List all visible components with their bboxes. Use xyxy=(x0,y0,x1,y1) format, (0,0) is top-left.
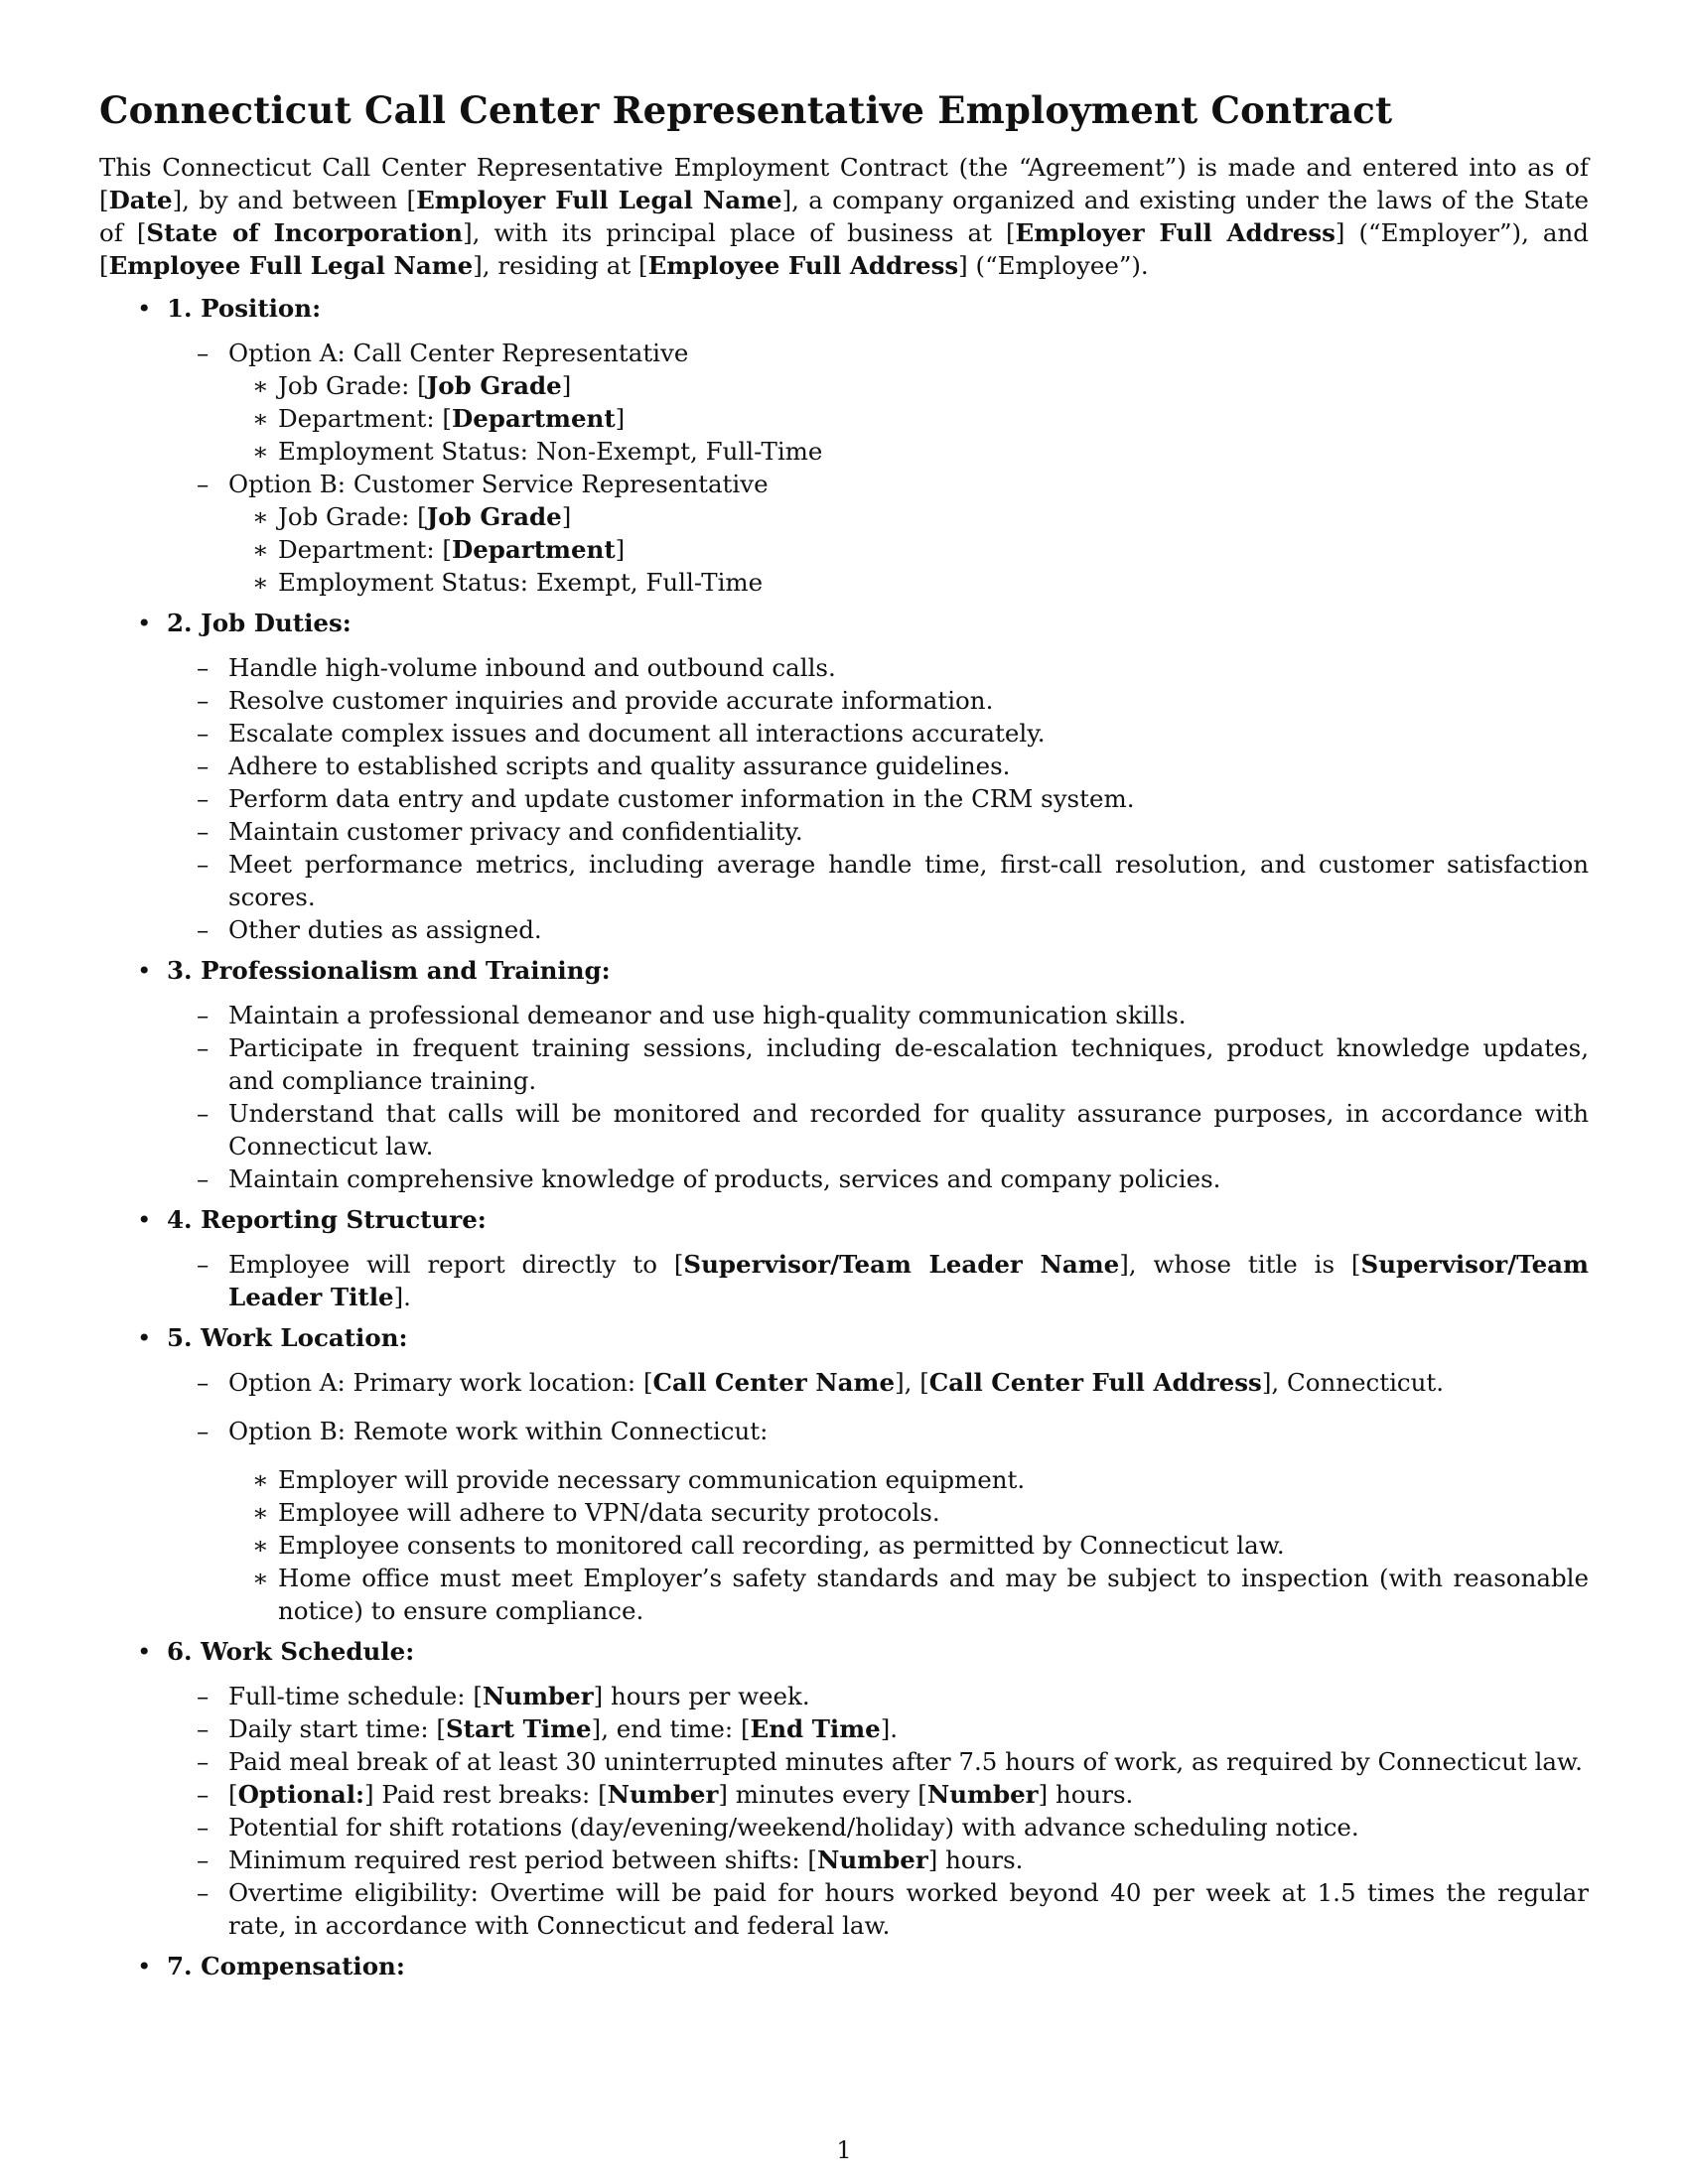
list-item: – Maintain comprehensive knowledge of products, services and company policies. xyxy=(197,1164,1221,1193)
list-item: ∗ Job Grade: [Job Grade] xyxy=(252,371,572,400)
section-title: 4. Reporting Structure: xyxy=(167,1205,487,1234)
placeholder-call-center-address: Call Center Full Address xyxy=(928,1368,1262,1397)
page-number: 1 xyxy=(836,2136,852,2164)
placeholder-supervisor-name: Supervisor/Team Leader Name xyxy=(683,1250,1120,1279)
section-title: 3. Professionalism and Training: xyxy=(167,956,611,985)
list-item: – Option A: Call Center Representative ∗ Job Grade: [Job Grade] ∗ Department: [Department] ∗ Employment Status: Non-Exempt, Full-Time xyxy=(167,337,1589,468)
section-title: 5. Work Location: xyxy=(167,1323,408,1352)
section-work-location: • 5. Work Location: – Option A: Primary work location: [Call Center Name], [Call Center Full Address], Connecticut. – Option B: Remote work within Connecticut: ∗ Employer will provide necessary communication equipment. ∗ Employee will adhere to VPN/data security protocols. ∗ Employee consents to monitored call recording, as permitted by Connecticut law. ∗ Home office must meet Employer’s safety standards and may be subject to inspection (with reasonable notice) to ensure compliance. xyxy=(137,1323,1589,1625)
list-item: – Maintain a professional demeanor and use high-quality communication skills. xyxy=(197,1001,1187,1029)
section-work-schedule: • 6. Work Schedule: – Full-time schedule: [Number] hours per week. – Daily start time: [Start Time], end time: [End Time]. – Paid meal break of at least 30 uninterrupted minutes after 7.5 hours of work, as required by Connecticut law. – [Optional:] Paid rest breaks: [Number] minutes every [Number] hours. – Potential for shift rotations (day/evening/weekend/holiday) with advance scheduling notice. – Minimum required rest period between shifts: [Number] hours. – Overtime eligibility: Overtime will be paid for hours worked beyond 40 per week at 1.5 times the regular rate, in accordance with Connecticut and federal law. xyxy=(137,1637,1589,1940)
placeholder-supervisor-title: Supervisor/Team Leader Title xyxy=(228,1250,1589,1311)
section-title: 6. Work Schedule: xyxy=(167,1637,415,1666)
list-item: ∗ Department: [Department] xyxy=(252,404,626,433)
list-item: ∗ Department: [Department] xyxy=(252,535,626,564)
list-item: – Other duties as assigned. xyxy=(197,915,542,944)
placeholder-employer-address: Employer Full Address xyxy=(1015,218,1336,247)
list-item: ∗ Employee will adhere to VPN/data security protocols. xyxy=(252,1498,940,1527)
list-item: – Meet performance metrics, including average handle time, first-call resolution, and customer satisfaction scores. xyxy=(197,850,1589,911)
list-item: ∗ Employment Status: Non-Exempt, Full-Time xyxy=(252,437,823,466)
intro-paragraph: This Connecticut Call Center Representative Employment Contract (the “Agreement”) is made and entered into as of [Date], by and between [Employer Full Legal Name], a company organized and existing under the laws of the State of [State of Incorporation], with its principal place of business at [Employer Full Address] (“Employer”), and [Employee Full Legal Name], residing at [Employee Full Address] (“Employee”). xyxy=(99,153,1589,280)
list-item: – Overtime eligibility: Overtime will be paid for hours worked beyond 40 per week at 1.5 times the regular rate, in accordance with Connecticut and federal law. xyxy=(197,1878,1589,1940)
list-item: – Understand that calls will be monitored and recorded for quality assurance purposes, in accordance with Connecticut law. xyxy=(197,1099,1589,1160)
section-professionalism: • 3. Professionalism and Training: – Maintain a professional demeanor and use high-quality communication skills. – Participate in frequent training sessions, including de-escalation techniques, product knowledge updates, and compliance training. – Understand that calls will be monitored and recorded for quality assurance purposes, in accordance with Connecticut law. – Maintain comprehensive knowledge of products, services and company policies. xyxy=(137,956,1589,1193)
list-item: ∗ Employee consents to monitored call recording, as permitted by Connecticut law. xyxy=(252,1531,1285,1560)
list-item: ∗ Employment Status: Exempt, Full-Time xyxy=(252,568,764,597)
placeholder-date: Date xyxy=(108,186,173,214)
section-reporting-structure: • 4. Reporting Structure: – Employee will report directly to [Supervisor/Team Leader Name], whose title is [Supervisor/Team Leader Title]. xyxy=(137,1205,1589,1311)
placeholder-employee-address: Employee Full Address xyxy=(647,251,959,280)
list-item: – Option B: Remote work within Connecticut: ∗ Employer will provide necessary communication equipment. ∗ Employee will adhere to VPN/data security protocols. ∗ Employee consents to monitored call recording, as permitted by Connecticut law. ∗ Home office must meet Employer’s safety standards and may be subject to inspection (with reasonable notice) to ensure compliance. xyxy=(197,1417,1589,1625)
placeholder-employer-name: Employer Full Legal Name xyxy=(416,186,782,214)
list-item: – Maintain customer privacy and confidentiality. xyxy=(197,817,803,846)
list-item: – Full-time schedule: [Number] hours per week. xyxy=(197,1682,810,1710)
list-item: – Handle high-volume inbound and outbound calls. xyxy=(197,653,836,682)
list-item: – Minimum required rest period between shifts: [Number] hours. xyxy=(197,1845,1024,1874)
bullet: • xyxy=(137,294,152,323)
section-position xyxy=(99,292,1589,599)
document-page xyxy=(99,85,1589,1994)
list-item: – [Optional:] Paid rest breaks: [Number] minutes every [Number] hours. xyxy=(197,1780,1134,1809)
list-item: – Potential for shift rotations (day/evening/weekend/holiday) with advance scheduling notice. xyxy=(197,1813,1359,1842)
list-item: ∗ Home office must meet Employer’s safety standards and may be subject to inspection (with reasonable notice) to ensure compliance. xyxy=(252,1564,1589,1625)
list-item: ∗ Employer will provide necessary communication equipment. xyxy=(252,1465,1026,1494)
placeholder-call-center-name: Call Center Name xyxy=(652,1368,896,1397)
dash: – xyxy=(197,339,210,367)
list-item: – Participate in frequent training sessions, including de-escalation techniques, product knowledge updates, and compliance training. xyxy=(197,1033,1589,1095)
list-item: ∗ Job Grade: [Job Grade] xyxy=(252,502,572,531)
document-title: Connecticut Call Center Representative Employment Contract xyxy=(99,88,1393,132)
section-list xyxy=(99,292,1589,1982)
list-item: – Perform data entry and update customer information in the CRM system. xyxy=(197,784,1135,813)
list-item: – Option A: Primary work location: [Call Center Name], [Call Center Full Address], Connecticut. xyxy=(197,1368,1445,1397)
section-title: 1. Position: xyxy=(167,294,322,323)
placeholder-state: State of Incorporation xyxy=(146,218,464,247)
list-item: – Escalate complex issues and document all interactions accurately. xyxy=(197,719,1046,748)
section-job-duties: • 2. Job Duties: – Handle high-volume inbound and outbound calls. – Resolve customer inquiries and provide accurate information. – Escalate complex issues and document all interactions accurately. – Adhere to established scripts and quality assurance guidelines. – Perform data entry and update customer information in the CRM system. – Maintain customer privacy and confidentiality. – Meet performance metrics, including average handle time, first-call resolution, and customer satisfaction scores. – Other duties as assigned. xyxy=(137,609,1589,944)
list-item: – Adhere to established scripts and quality assurance guidelines. xyxy=(197,751,1011,780)
placeholder-employee-name: Employee Full Legal Name xyxy=(108,251,474,280)
list-item: – Employee will report directly to [Supervisor/Team Leader Name], whose title is [Supervisor/Team Leader Title]. xyxy=(197,1250,1589,1311)
list-item: – Paid meal break of at least 30 uninterrupted minutes after 7.5 hours of work, as required by Connecticut law. xyxy=(197,1747,1583,1776)
list-item: – Option B: Customer Service Representative ∗ Job Grade: [Job Grade] ∗ Department: [Department] ∗ Employment Status: Exempt, Full-Time xyxy=(167,468,1589,599)
section-title: 7. Compensation: xyxy=(167,1952,405,1980)
list-item: – Daily start time: [Start Time], end time: [End Time]. xyxy=(197,1714,899,1743)
section-title: 2. Job Duties: xyxy=(167,609,352,637)
list-item: – Resolve customer inquiries and provide accurate information. xyxy=(197,686,994,715)
section-compensation: • 7. Compensation: xyxy=(99,1950,1589,1982)
